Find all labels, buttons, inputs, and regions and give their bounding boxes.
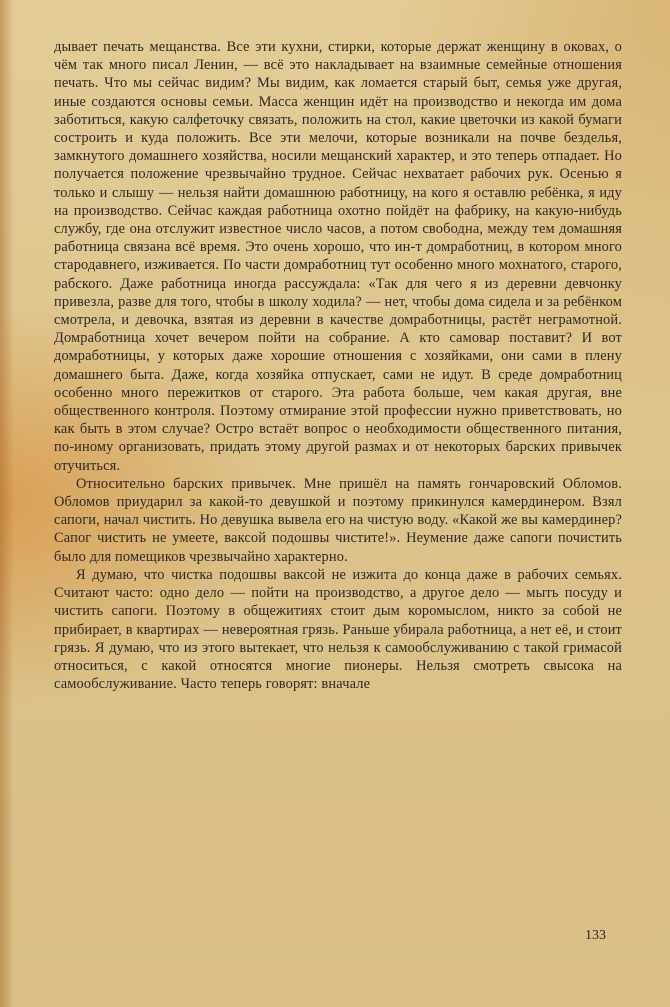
paragraph-3: Я думаю, что чистка подошвы ваксой не изжита до конца даже в рабочих семьях. Считают часто: одно дело — пойти на производство, а другое дело — мыть посуду и чистить сапоги. Поэтому в общежитиях стоит дым коромыслом, никто за собой не прибирает, в квартирах — невероятная грязь. Раньше убирала работница, а нет её, и стоит грязь. Я думаю, что из этого вытекает, что нельзя к самообслуживанию с такой гримасой относиться, с какой относятся многие пионеры. Нельзя смотреть свысока на самообслуживание. Часто теперь говорят: вначале <box>54 566 622 693</box>
body-text <box>54 38 622 693</box>
paragraph-1: дывает печать мещанства. Все эти кухни, стирки, которые держат женщину в оковах, о чём так много писал Ленин, — всё это накладывает на взаимные семейные отношения печать. Что мы сейчас видим? Мы видим, как ломается старый быт, семья уже другая, иные создаются основы семьи. Масса женщин идёт на производство и некогда им дома заботиться, какую салфеточку связать, положить на стол, какие цветочки из какой бумаги состроить и куда положить. Все эти мелочи, которые возникали на почве безделья, замкнутого домашнего хозяйства, носили мещанский характер, и это теперь отпадает. Но получается положение чрезвычайно трудное. Сейчас нехватает рабочих рук. Осенью я только и слышу — нельзя найти домашнюю работницу, на кого я оставлю ребёнка, я иду на производство. Сейчас каждая работница охотно пойдёт на фабрику, на какую-нибудь службу, где она отслужит известное число часов, а потом свободна, между тем домашняя работница связана всё время. Это очень хорошо, что ин-т домработниц, в котором много стародавнего, изживается. По части домработниц тут особенно много мохнатого, старого, рабского. Даже работница иногда рассуждала: «Так для чего я из деревни девчонку привезла, разве для того, чтобы в школу ходила? — нет, чтобы дома сидела и за ребёнком смотрела, и девочка, взятая из деревни в качестве домработницы, растёт неграмотной. Домработница хочет вечером пойти на собрание. А кто самовар поставит? И вот домработницы, у которых даже хорошие отношения с хозяйками, они сами в плену домашнего быта. Даже, когда хозяйка отпускает, сами не идут. В среде домработниц особенно много пережитков от старого. Эта работа больше, чем какая другая, вне общественного контроля. Поэтому отмирание этой профессии нужно приветствовать, но как быть в этом случае? Остро встаёт вопрос о необходимости общественного питания, по-иному организовать, придать этому другой размах и от некоторых барских привычек отучиться. <box>54 39 622 474</box>
page-number: 133 <box>585 928 606 943</box>
paragraph-2: Относительно барских привычек. Мне пришёл на память гончаровский Обломов. Обломов приударил за какой-то девушкой и поэтому прикинулся камердинером. Взял сапоги, начал чистить. Но девушка вывела его на чистую воду. «Какой же вы камердинер? Сапог чистить не умеете, ваксой подошвы чистите!». Неумение даже сапоги почистить было для помещиков чрезвычайно характерно. <box>54 475 622 565</box>
